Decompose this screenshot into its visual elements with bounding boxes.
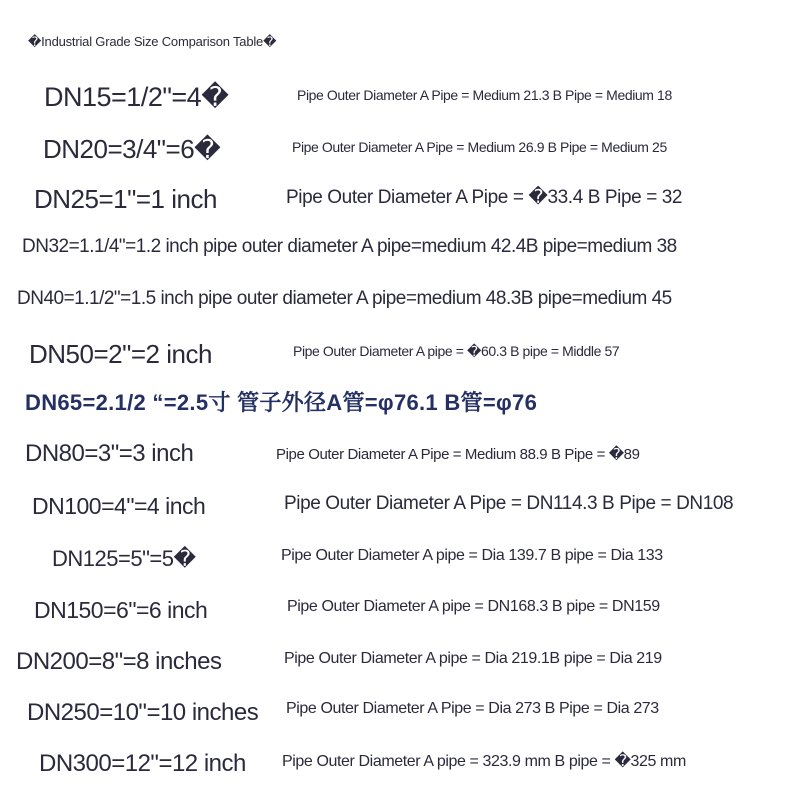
- size-dn20: DN20=3/4"=6�: [43, 134, 221, 164]
- size-dn25: DN25=1"=1 inch: [34, 184, 217, 214]
- size-dn300: DN300=12"=12 inch: [39, 750, 246, 777]
- full-line-dn32: DN32=1.1/4"=1.2 inch pipe outer diameter A pipe=medium 42.4B pipe=medium 38: [22, 236, 677, 257]
- desc-dn250: Pipe Outer Diameter A Pipe = Dia 273 B Pipe = Dia 273: [286, 700, 659, 717]
- size-dn200: DN200=8"=8 inches: [16, 648, 222, 675]
- size-dn150: DN150=6"=6 inch: [34, 597, 208, 623]
- size-dn125: DN125=5"=5�: [52, 546, 196, 571]
- size-dn15: DN15=1/2"=4�: [44, 82, 229, 112]
- desc-dn125: Pipe Outer Diameter A pipe = Dia 139.7 B pipe = Dia 133: [281, 547, 663, 564]
- size-dn50: DN50=2"=2 inch: [29, 339, 212, 369]
- size-dn80: DN80=3"=3 inch: [25, 440, 194, 467]
- desc-dn200: Pipe Outer Diameter A pipe = Dia 219.1B pipe = Dia 219: [284, 650, 662, 667]
- desc-dn15: Pipe Outer Diameter A Pipe = Medium 21.3 B Pipe = Medium 18: [297, 87, 672, 103]
- desc-dn300: Pipe Outer Diameter A pipe = 323.9 mm B pipe = �325 mm: [282, 753, 686, 770]
- desc-dn80: Pipe Outer Diameter A Pipe = Medium 88.9 B Pipe = �89: [276, 446, 640, 463]
- desc-dn20: Pipe Outer Diameter A Pipe = Medium 26.9 B Pipe = Medium 25: [292, 139, 667, 155]
- table-title: �Industrial Grade Size Comparison Table�: [28, 34, 277, 49]
- desc-dn100: Pipe Outer Diameter A Pipe = DN114.3 B Pipe = DN108: [284, 493, 734, 514]
- full-line-dn40: DN40=1.1/2"=1.5 inch pipe outer diameter A pipe=medium 48.3B pipe=medium 45: [17, 288, 672, 309]
- desc-dn150: Pipe Outer Diameter A pipe = DN168.3 B pipe = DN159: [287, 598, 660, 615]
- size-dn250: DN250=10"=10 inches: [27, 699, 259, 726]
- desc-dn25: Pipe Outer Diameter A Pipe = �33.4 B Pipe = 32: [286, 187, 683, 208]
- full-line-dn65: DN65=2.1/2 “=2.5寸 管子外径A管=φ76.1 B管=φ76: [25, 390, 538, 415]
- size-dn100: DN100=4"=4 inch: [32, 493, 206, 519]
- desc-dn50: Pipe Outer Diameter A pipe = �60.3 B pipe = Middle 57: [293, 343, 620, 359]
